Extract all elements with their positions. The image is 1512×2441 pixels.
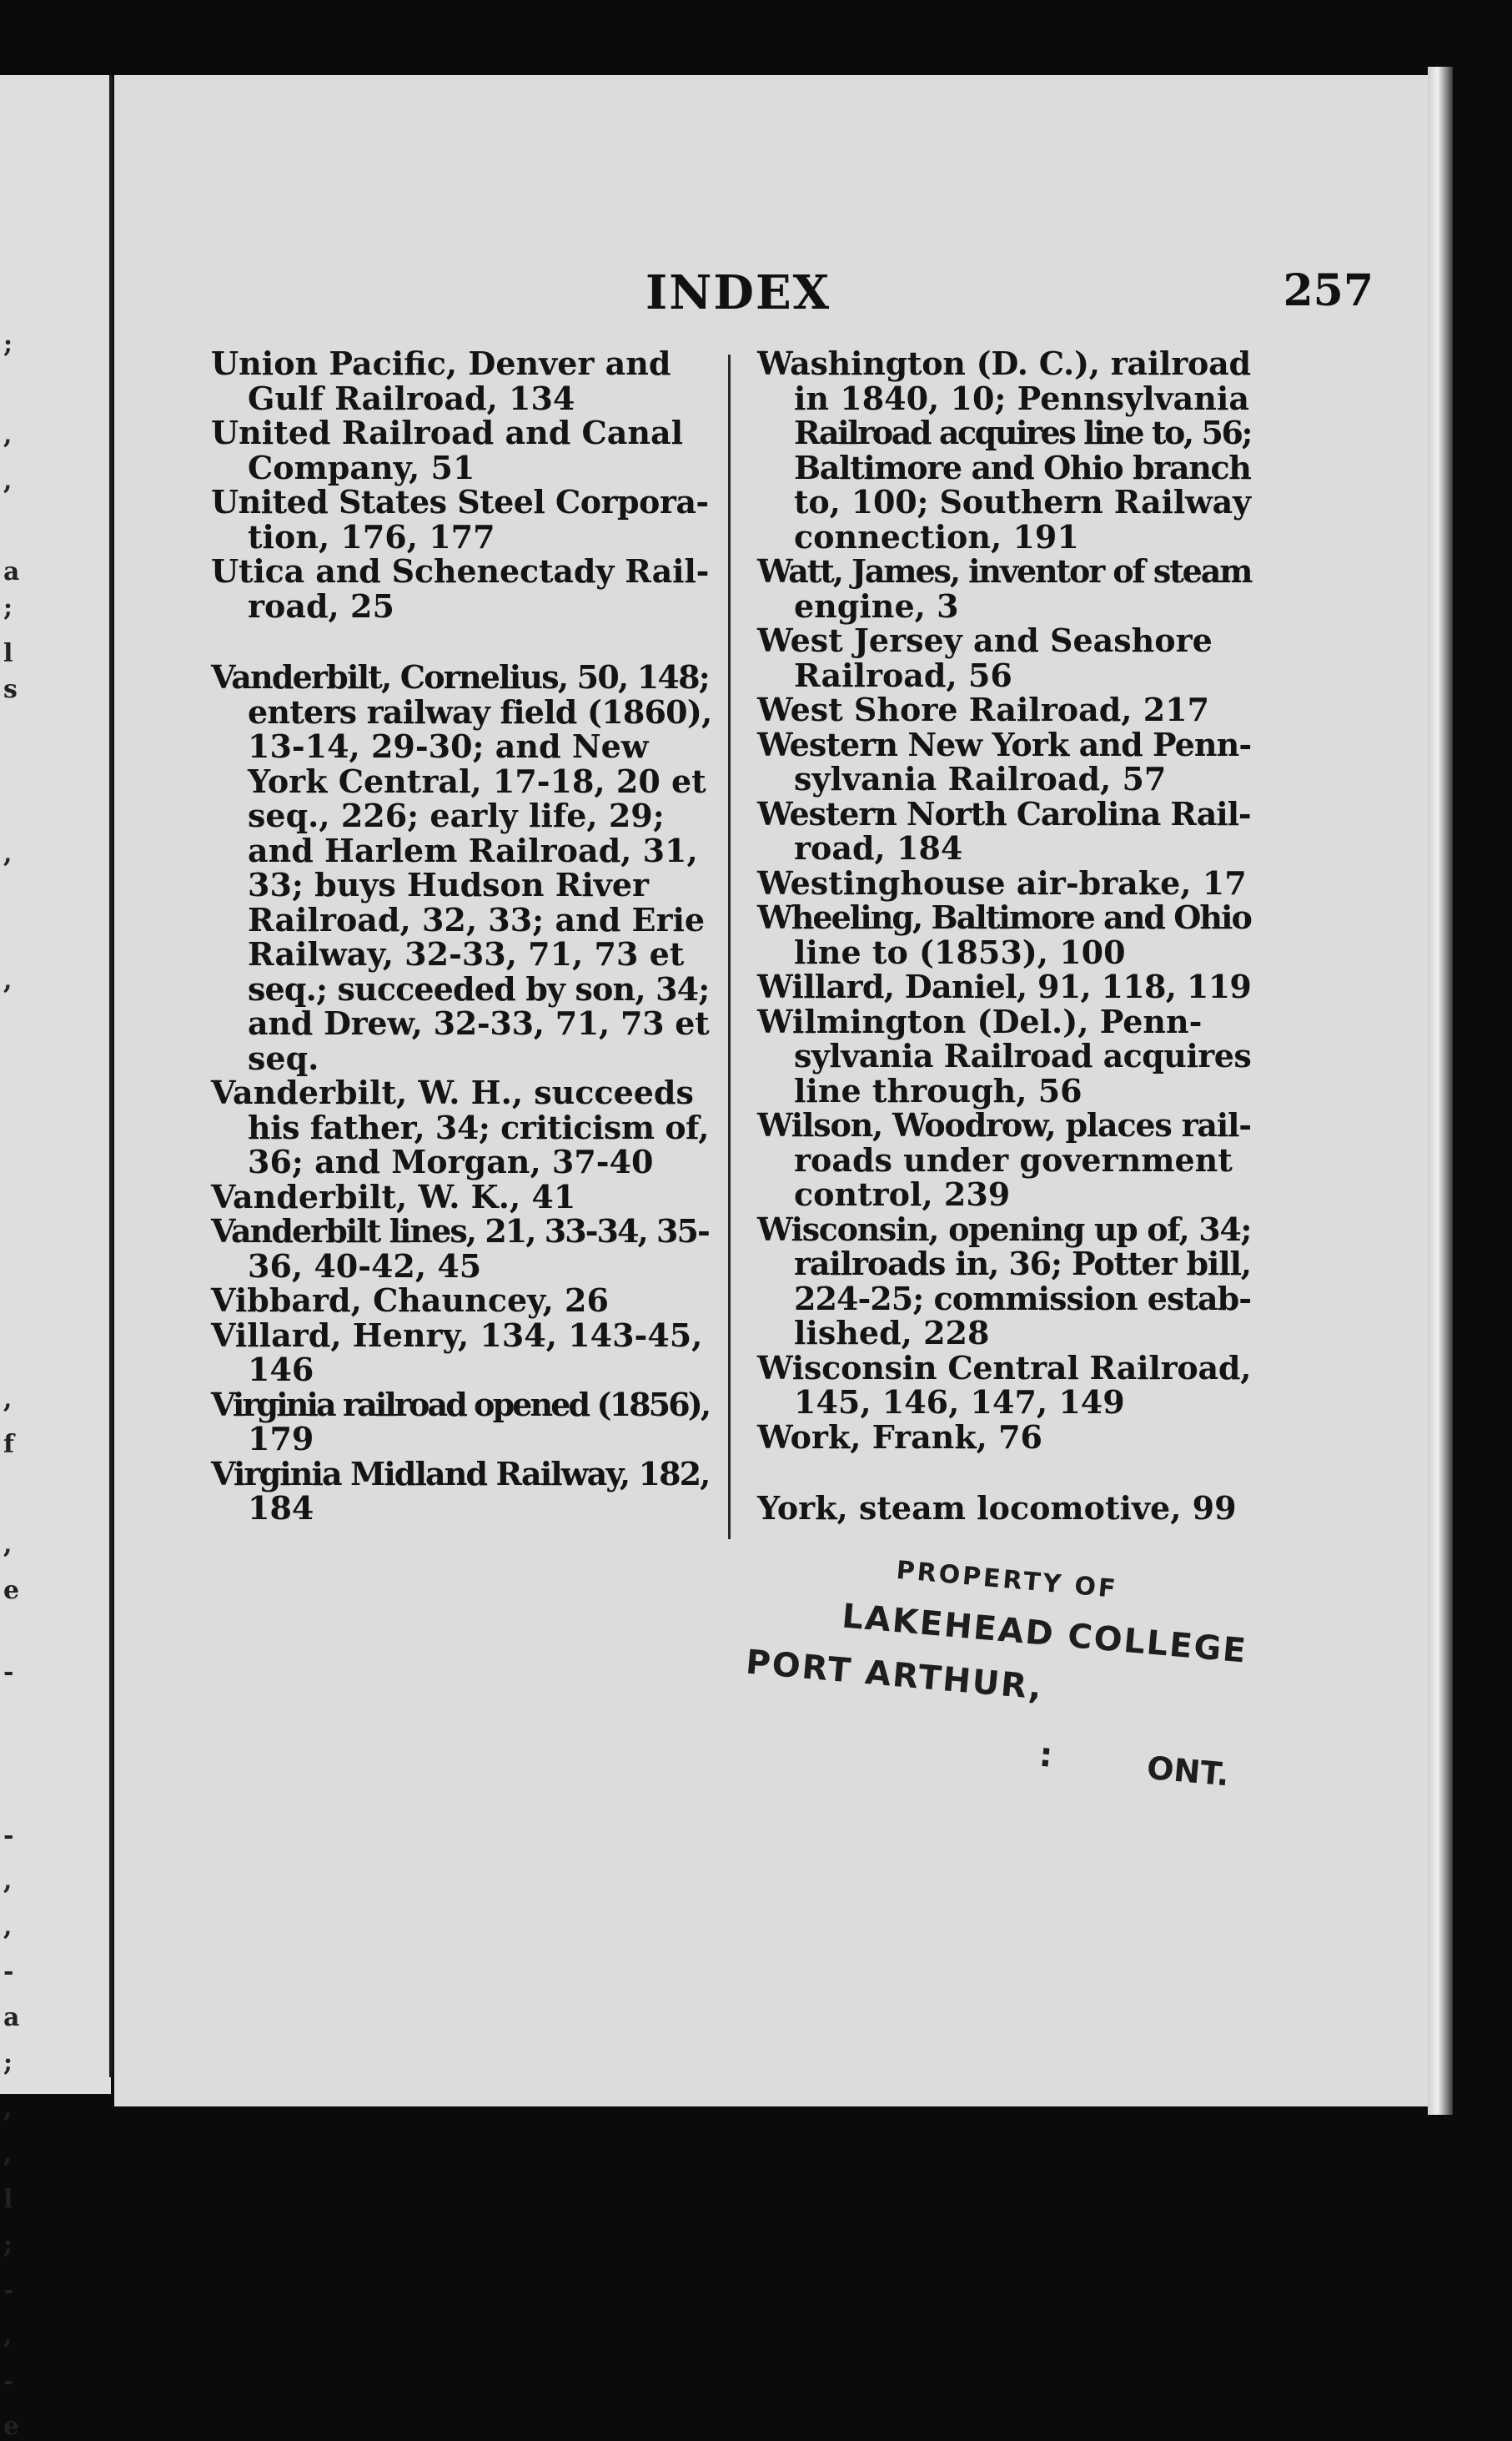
index-entry-continuation: lished, 228 (794, 1314, 990, 1351)
index-entry-continuation: to, 100; Southern Railway (794, 483, 1251, 521)
index-entry (757, 863, 1251, 902)
index-entry (757, 1004, 1251, 1109)
index-entry (211, 415, 709, 485)
stamp-line-college: LAKEHEAD COLLEGE (840, 1597, 1249, 1671)
index-entry-continuation: railroads in, 36; Potter bill, (794, 1245, 1251, 1282)
index-entry-continuation: Gulf Railroad, 134 (248, 379, 575, 417)
adjacent-page-fragment: , (3, 2321, 13, 2351)
index-entry-continuation: 145, 146, 147, 149 (794, 1383, 1125, 1421)
adjacent-page-fragment: e (3, 2412, 20, 2441)
index-entry-continuation: 184 (248, 1489, 314, 1527)
index-entry (757, 623, 1251, 692)
index-entry-heading: Villard, Henry, 134, 143-45, (211, 1316, 703, 1354)
index-entry-heading: Watt, James, inventor of steam (757, 552, 1252, 590)
index-entry-continuation: engine, 3 (794, 586, 959, 625)
stamp-colon: : (1037, 1735, 1055, 1775)
index-entry-heading: West Shore Railroad, 217 (757, 691, 1210, 728)
index-entry (757, 900, 1251, 969)
adjacent-page-fragment: - (3, 2275, 14, 2305)
index-entry-heading: United States Steel Corpora- (211, 483, 709, 521)
adjacent-page-fragment: a (3, 2002, 20, 2032)
adjacent-page-fragment: , (3, 2093, 13, 2123)
index-entry-heading: West Jersey and Seashore (757, 622, 1213, 659)
page-title: INDEX (645, 265, 831, 320)
binding-gutter (109, 75, 113, 2077)
index-entry-heading: Union Pacific, Denver and (211, 345, 671, 382)
adjacent-page-fragment: a (3, 556, 20, 586)
adjacent-page-fragment: l (3, 638, 13, 668)
index-entry-continuation: line through, 56 (794, 1071, 1083, 1110)
page-number: 257 (1283, 265, 1374, 316)
index-entry-heading: United Railroad and Canal (211, 414, 684, 451)
index-entry-heading: Virginia railroad opened (1856), (211, 1385, 710, 1423)
index-entry (211, 346, 709, 415)
index-entry-continuation: 33; buys Hudson River (248, 866, 650, 903)
adjacent-page-fragment: l (3, 2184, 13, 2214)
index-entry-continuation: Railroad, 32, 33; and Erie (248, 900, 706, 939)
index-entry-continuation: 146 (248, 1351, 314, 1388)
stamp-line-city: PORT ARTHUR, (744, 1643, 1045, 1708)
adjacent-page-fragment: - (3, 1957, 14, 1987)
index-entry-heading: Utica and Schenectady Rail- (211, 552, 710, 590)
index-entry-heading: Washington (D. C.), railroad (757, 345, 1251, 382)
index-entry-heading: Wilmington (Del.), Penn- (757, 1002, 1203, 1040)
index-entry-heading: York, steam locomotive, 99 (757, 1489, 1237, 1527)
adjacent-page-fragment: - (3, 2366, 14, 2396)
index-entry (211, 1454, 710, 1527)
index-entry-heading: Wisconsin Central Railroad, (757, 1348, 1252, 1387)
index-entry (757, 727, 1251, 797)
index-entry-continuation: 36; and Morgan, 37-40 (248, 1143, 654, 1180)
adjacent-page-fragment: - (3, 1820, 14, 1850)
adjacent-page-fragment: ; (3, 330, 13, 360)
index-entry-heading: Willard, Daniel, 91, 118, 119 (757, 968, 1252, 1005)
index-entry (211, 1318, 709, 1387)
index-entry (757, 1491, 1251, 1526)
adjacent-page-fragment: ; (3, 593, 13, 623)
index-entry-continuation: Railroad, 56 (794, 656, 1012, 694)
index-entry-heading: Vanderbilt, W. K., 41 (211, 1177, 576, 1215)
index-entry-continuation: seq.; succeeded by son, 34; (248, 969, 710, 1008)
index-entry-continuation: 36, 40-42, 45 (248, 1246, 482, 1285)
index-entry-continuation: connection, 191 (794, 517, 1079, 556)
index-entry-continuation: Baltimore and Ohio branch (794, 448, 1251, 486)
index-entry (211, 485, 709, 554)
index-entry-continuation: and Drew, 32-33, 71, 73 et (248, 1004, 710, 1042)
index-entry (211, 1283, 709, 1318)
stamp-line-property: PROPERTY OF (895, 1555, 1119, 1604)
index-column-left (211, 345, 712, 1527)
index-entry-continuation: sylvania Railroad acquires (794, 1037, 1252, 1075)
index-entry-heading: Wheeling, Baltimore and Ohio (757, 898, 1251, 936)
index-entry (757, 1417, 1251, 1456)
adjacent-page-fragment: f (3, 1430, 14, 1460)
index-entry (757, 969, 1251, 1004)
index-entry-continuation: roads under government (794, 1140, 1233, 1179)
index-entry-heading: Virginia Midland Railway, 182, (211, 1454, 710, 1492)
index-entry-heading: Work, Frank, 76 (757, 1417, 1042, 1456)
index-entry-continuation: 13-14, 29-30; and New (248, 727, 649, 765)
index-entry (757, 692, 1251, 727)
index-entry-heading: Vibbard, Chauncey, 26 (211, 1281, 609, 1319)
adjacent-page-fragment: , (3, 466, 13, 496)
index-entry (211, 1214, 709, 1283)
index-entry (211, 1075, 709, 1180)
library-stamp (729, 1543, 1272, 1905)
index-entry-continuation: Railway, 32-33, 71, 73 et (248, 935, 685, 973)
index-page (114, 75, 1428, 2106)
index-entry-continuation: control, 239 (794, 1175, 1011, 1213)
index-entry-heading: Western North Carolina Rail- (757, 794, 1251, 833)
index-entry (757, 1108, 1251, 1212)
index-entry-continuation: Railroad acquires line to, 56; (794, 414, 1252, 451)
adjacent-page-fragment: , (3, 966, 13, 996)
index-entry-continuation: and Harlem Railroad, 31, (248, 831, 698, 869)
index-entry-heading: Western New York and Penn- (757, 725, 1252, 763)
index-entry-continuation: road, 184 (794, 829, 963, 867)
index-entry-continuation: seq. (248, 1039, 319, 1077)
index-entry-continuation: seq., 226; early life, 29; (248, 797, 665, 834)
index-column-right (757, 346, 1251, 1526)
index-entry-heading: Wilson, Woodrow, places rail- (757, 1106, 1251, 1144)
column-divider (728, 355, 731, 1539)
index-entry-continuation: line to (1853), 100 (794, 933, 1126, 971)
adjacent-page-fragment: , (3, 1866, 13, 1896)
index-entry-continuation: 179 (248, 1420, 314, 1457)
index-entry (757, 1212, 1251, 1351)
index-entry (757, 554, 1251, 623)
adjacent-page-fragment: ; (3, 2230, 13, 2260)
index-entry-continuation: sylvania Railroad, 57 (794, 760, 1167, 798)
index-entry-continuation: 224-25; commission estab- (794, 1279, 1252, 1317)
index-entry-continuation: Company, 51 (248, 448, 475, 486)
index-entry (211, 1387, 709, 1457)
stamp-line-province: ONT. (1145, 1749, 1231, 1794)
index-entry-continuation: enters railway field (1860), (248, 692, 712, 731)
index-entry-heading: Vanderbilt lines, 21, 33-34, 35- (211, 1212, 709, 1250)
index-entry-heading: Westinghouse air-brake, 17 (757, 863, 1247, 902)
index-entry-continuation: tion, 176, 177 (248, 517, 495, 556)
index-entry-continuation: in 1840, 10; Pennsylvania (794, 379, 1249, 417)
adjacent-page-fragment: , (3, 838, 13, 868)
index-entry-heading: Vanderbilt, Cornelius, 50, 148; (211, 658, 709, 696)
adjacent-page-edge (0, 75, 111, 2441)
index-entry (211, 1177, 709, 1215)
index-entry-continuation: York Central, 17-18, 20 et (248, 762, 706, 800)
page-header (114, 265, 1374, 324)
index-entry-heading: Wisconsin, opening up of, 34; (757, 1210, 1252, 1248)
index-entry-heading: Vanderbilt, W. H., succeeds (211, 1074, 694, 1111)
adjacent-page-fragment: ; (3, 2048, 13, 2078)
index-entry-continuation: his father, 34; criticism of, (248, 1108, 709, 1146)
adjacent-page-fragment: s (3, 675, 18, 705)
adjacent-page-fragment: , (3, 1911, 13, 1941)
index-entry-continuation: road, 25 (248, 586, 394, 625)
index-entry (211, 658, 712, 1077)
adjacent-page-fragment: , (3, 1530, 13, 1559)
adjacent-page-fragment: , (3, 1384, 13, 1414)
index-entry (211, 554, 709, 623)
adjacent-page-fragment: , (3, 420, 13, 450)
index-entry (757, 346, 1251, 554)
index-entry (757, 794, 1251, 867)
index-entry (757, 1348, 1252, 1421)
adjacent-page-fragment: - (3, 1657, 14, 1687)
adjacent-page-fragment: , (3, 2139, 13, 2169)
adjacent-page-fragment: e (3, 1575, 20, 1605)
page-edge-shadow (1428, 67, 1453, 2115)
